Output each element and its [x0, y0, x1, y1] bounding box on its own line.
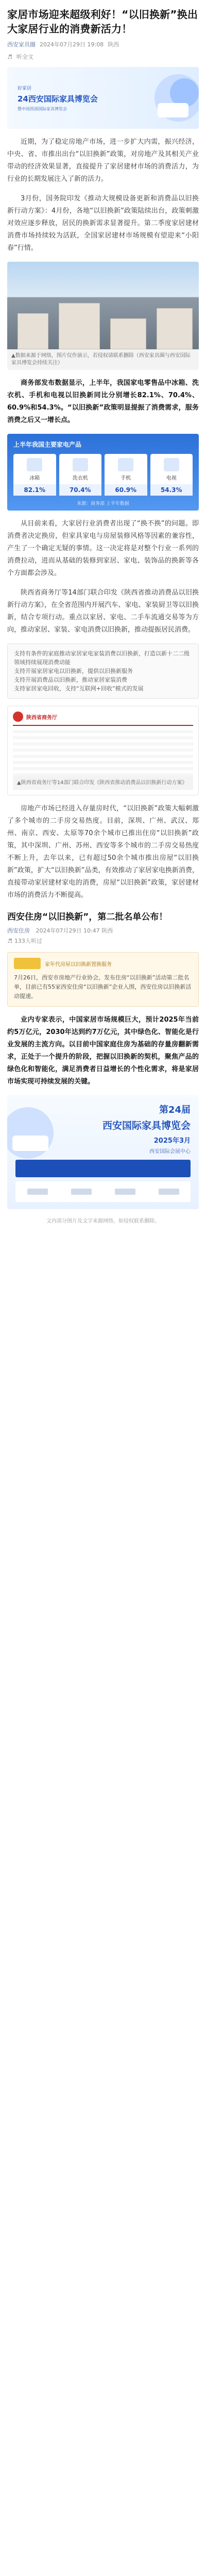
banner-text [7, 84, 131, 112]
listen-label: 听全文 [16, 54, 33, 60]
doc-body [13, 730, 193, 776]
tile-percent: 82.1% [13, 484, 56, 496]
headphone-icon: ♬ [7, 53, 12, 60]
article-meta [7, 40, 199, 48]
tile-percent: 60.9% [105, 484, 147, 496]
footer-note: 文内部分图片及文字来源网络，如侵权联系删除。 [46, 1218, 160, 1224]
publish-location: 陕西 [108, 41, 119, 48]
paragraph-5: 陕西省商务厅等14部门联合印发《陕西省推动消费品以旧换新行动方案》，在全省范围内开展汽车、家电、家装厨卫等以旧换新，结合专项行动。重点以家居、家电、二手车流通交易等为方向，推动家居、家装、家电消费以旧换新，推动提振居民消费。 [7, 589, 199, 634]
paragraph-6: 房地产市场已经进入存量房时代，“以旧换新”政策大幅刺激了多个城市的二手房交易热度。目前，深圳、广州、武汉、郑州、南京、西安、太原等70余个城市已推出住房“以旧换新”政策，其中深圳、广州、苏州、西安等多个城市的二手房交易热度不断上升，去年以来，已有超过50余个城市推出房屋“以旧换新”政策，扩大“以旧换新”品类，有效推动了家居家电换新消费，直接带动家居建材家电的消费，房屋“以旧换新”政策，家居建材市场的消费活力不断提高。 [7, 805, 199, 899]
article-title: 家居市场迎来超级利好！“以旧换新”换出大家居行业的消费新活力！ [7, 8, 198, 35]
expo-session: 第24届 [159, 1105, 191, 1115]
quote-line: 支持开展家居家电以旧换新，提供以旧换新服务 [14, 668, 133, 674]
brand-logo-icon [14, 958, 41, 969]
street-photo [7, 262, 199, 370]
fridge-icon [27, 458, 42, 471]
section-stats [7, 937, 199, 945]
expo-decoration-icon [7, 1105, 69, 1161]
phone-icon [118, 458, 133, 471]
paragraph-4: 从目前来看，大家居行业消费者出现了“换不换”的问题。即消费者决定换房，但家具家电与房屋装修风格等因素的兼容性，产生了一个确定无疑的事情。这一决定将是对整个行业一系列的消费拉动，进而从基础的装修到家居、家电、装饰品的换新等各个方面都会涉及。 [7, 520, 199, 577]
section-datetime: 2024年07月29日 10:47 陕西 [36, 927, 113, 934]
street-caption: ▲数据来源于网络，图片仅作演示，若侵权请联系删除（西安家具圈与西安国际家具博览会持续关注） [7, 349, 199, 370]
paragraph-1: 近期，为了稳定房地产市场，进一步扩大内需，振兴经济，中央、省、市推出出台“以旧换新”政策，对房地产及其相关产业带动的经济效果显著，直接提升了家居建材市场的消费活力，为行业的长期发展注入了新的活力。 [7, 138, 199, 183]
paragraph-3: 商务部发布数据显示，上半年，我国家电零售品中冰箱、洗衣机、手机和电视以旧换新同比分别增长82.1%、70.4%、60.9%和54.3%。“以旧换新”政策明显提振了消费需求，服务消费之后又一增长点。 [7, 379, 199, 424]
listen-row[interactable] [7, 53, 199, 61]
tile-phone [105, 454, 147, 496]
policy-quote-box [7, 643, 199, 699]
expo-logo-strip [15, 1181, 191, 1202]
banner-decoration-icon [127, 72, 199, 124]
account-name[interactable]: 西安家具圈 [7, 41, 36, 48]
tile-fridge [13, 454, 56, 496]
emblem-icon [13, 711, 23, 722]
tile-label: 手机 [121, 476, 131, 481]
tv-icon [164, 458, 179, 471]
doc-caption: ▲陕西省商务厅等14部门联合印发《陕西省推动消费品以旧换新行动方案》 [13, 776, 193, 790]
notice-head-text: 家年代房屋以旧换新置换服务 [45, 961, 112, 968]
section-account[interactable]: 西安住房 [7, 927, 30, 934]
notice-card [7, 952, 199, 1007]
section-meta [7, 926, 199, 935]
paragraph-7: 业内专家表示，中国家居市场规模巨大，预计2025年当前约5万亿元，2030年达到约7万亿元，其中绿色化、智能化是行业发展的主流方向。以目前中国家庭住房为基础的存量房翻新需求，正处于一个提升的阶段，把握以旧换新的契机，聚焦产品的绿色化和智能化，满足消费者日益增长的个性化需求，将是家居市场实现可持续发展的关键。 [7, 1016, 199, 1086]
tile-tv [150, 454, 193, 496]
tile-label: 冰箱 [29, 476, 40, 481]
tile-washer [59, 454, 102, 496]
washer-icon [73, 458, 88, 471]
paragraph-2: 3月份，国务院印发《推动大规模设备更新和消费品以旧换新行动方案》：4月份，各地“以旧换新”政策陆续出台，政策刺激对效应逐步释放，居民的换新需求显著提升。第二季度家居建材消费市场持续较为活跃，全国家居建材市场规模有望迎来“小阳春”行情。 [7, 195, 199, 252]
gov-document [7, 706, 199, 795]
banner-tag: 好家居 [18, 86, 32, 91]
article-page [0, 0, 206, 1236]
chart-title: 上半年我国主要家电产品 [13, 441, 82, 448]
sponsor-logo-icon [71, 1189, 92, 1195]
street-image [7, 262, 199, 349]
banner-main-title: 24西安国际家具博览会 [18, 94, 98, 104]
expo-venue: 西安国际会展中心 [149, 1149, 191, 1155]
sponsor-logo-icon [115, 1189, 135, 1195]
expo-poster [7, 1095, 199, 1209]
notice-head [14, 958, 192, 969]
building-shape [18, 313, 48, 349]
tile-label: 洗衣机 [72, 476, 88, 481]
publish-datetime: 2024年07月29日 19:08 [40, 41, 104, 48]
tile-percent: 54.3% [150, 484, 193, 496]
listen-count: 133人听过 [14, 938, 42, 944]
tile-percent: 70.4% [59, 484, 102, 496]
building-shape [59, 303, 100, 349]
headphone-icon: ♬ [7, 937, 12, 944]
quote-line: 支持有条件的家庭推动家居家电家装消费以旧换新，打造以新十二二级领域持续展现消费动能 [14, 650, 190, 666]
chart-source: 来源：商务部 上半年数据 [77, 501, 129, 506]
section-title[interactable]: 西安住房“以旧换新”，第二批名单公布！ [7, 912, 168, 922]
appliance-chart [7, 434, 199, 511]
chart-tiles [13, 454, 193, 496]
banner-subtitle: 暨中国西部国际家具博览会 [18, 106, 67, 111]
sponsor-logo-icon [159, 1189, 179, 1195]
notice-text: 7月26日，西安市房地产行业协会，发布住房“以旧换新”活动第二批名单，目前已有55家西安住房“以旧换新”企业入围，西安住房以旧换新活动提速。 [14, 974, 192, 999]
doc-org: 陕西省商务厅 [26, 715, 57, 721]
sponsor-logo-icon [27, 1189, 48, 1195]
expo-date: 2025年3月 [153, 1137, 191, 1145]
doc-header [13, 711, 193, 726]
quote-line: 支持家居家电回收，支持“互联网+回收”模式的发展 [14, 685, 144, 692]
expo-bar [15, 1160, 191, 1177]
expo-banner [7, 67, 199, 129]
quote-line: 支持开展消费品以旧换新，推动家居家装消费 [14, 676, 127, 683]
building-shape [157, 308, 193, 349]
building-shape [110, 318, 146, 349]
expo-name: 西安国际家具博览会 [102, 1120, 191, 1131]
tile-label: 电视 [166, 476, 177, 481]
